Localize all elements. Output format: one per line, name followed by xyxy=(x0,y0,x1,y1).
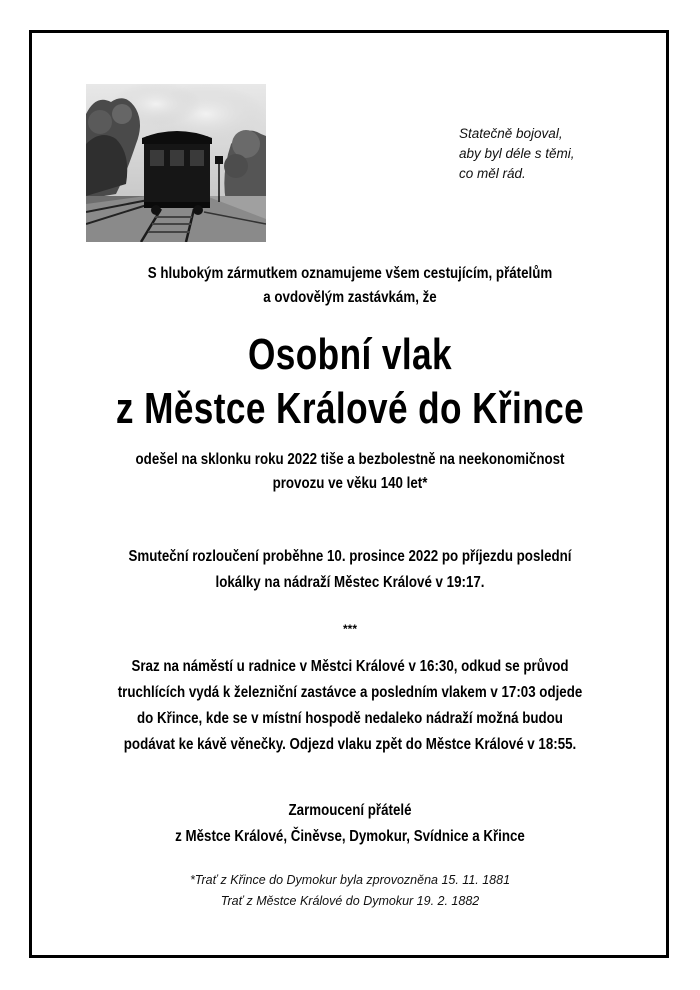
motto-line: co měl rád. xyxy=(459,166,526,181)
footnote xyxy=(40,870,660,912)
signature-line: z Městce Králové, Činěvse, Dymokur, Svídnice a Křince xyxy=(175,828,525,845)
intro-line: S hlubokým zármutkem oznamujeme všem cestujícím, přátelům xyxy=(147,265,553,282)
farewell-line: lokálky na nádraží Městec Králové v 19:17. xyxy=(215,574,485,591)
title-line-2: z Městce Králové do Křince xyxy=(115,384,585,433)
signature-line: Zarmoucení přátelé xyxy=(288,802,412,819)
motto xyxy=(459,124,639,184)
farewell-text xyxy=(83,544,616,596)
footnote-line: *Trať z Křince do Dymokur byla zprovozněna 15. 11. 1881 xyxy=(189,873,511,887)
farewell-line: Smuteční rozloučení proběhne 10. prosince 2022 po příjezdu poslední xyxy=(128,548,572,565)
intro-line: a ovdovělým zastávkám, že xyxy=(263,289,437,306)
footnote-line: Trať z Městce Králové do Dymokur 19. 2. 1882 xyxy=(220,894,480,908)
meeting-line: do Křince, kde se v místní hospodě nedaleko nádraží možná budou xyxy=(137,710,563,727)
signature xyxy=(83,798,616,850)
meeting-text xyxy=(83,654,616,758)
motto-line: aby byl déle s těmi, xyxy=(459,146,575,161)
meeting-line: truchlících vydá k železniční zastávce a posledním vlakem v 17:03 odjede xyxy=(117,684,583,701)
motto-line: Statečně bojoval, xyxy=(459,126,563,141)
meeting-line: podávat ke kávě věnečky. Odjezd vlaku zpět do Městce Králové v 18:55. xyxy=(123,736,577,753)
subtitle-line: odešel na sklonku roku 2022 tiše a bezbolestně na neekonomičnost xyxy=(135,451,565,468)
separator: *** xyxy=(342,622,357,636)
meeting-line: Sraz na náměstí u radnice v Městci Králové v 16:30, odkud se průvod xyxy=(131,658,569,675)
page-title xyxy=(102,328,598,436)
steam-train-photo xyxy=(86,84,266,242)
subtitle-text xyxy=(83,448,616,496)
intro-text xyxy=(83,262,616,310)
subtitle-line: provozu ve věku 140 let* xyxy=(272,475,428,492)
title-line-1: Osobní vlak xyxy=(248,330,452,379)
